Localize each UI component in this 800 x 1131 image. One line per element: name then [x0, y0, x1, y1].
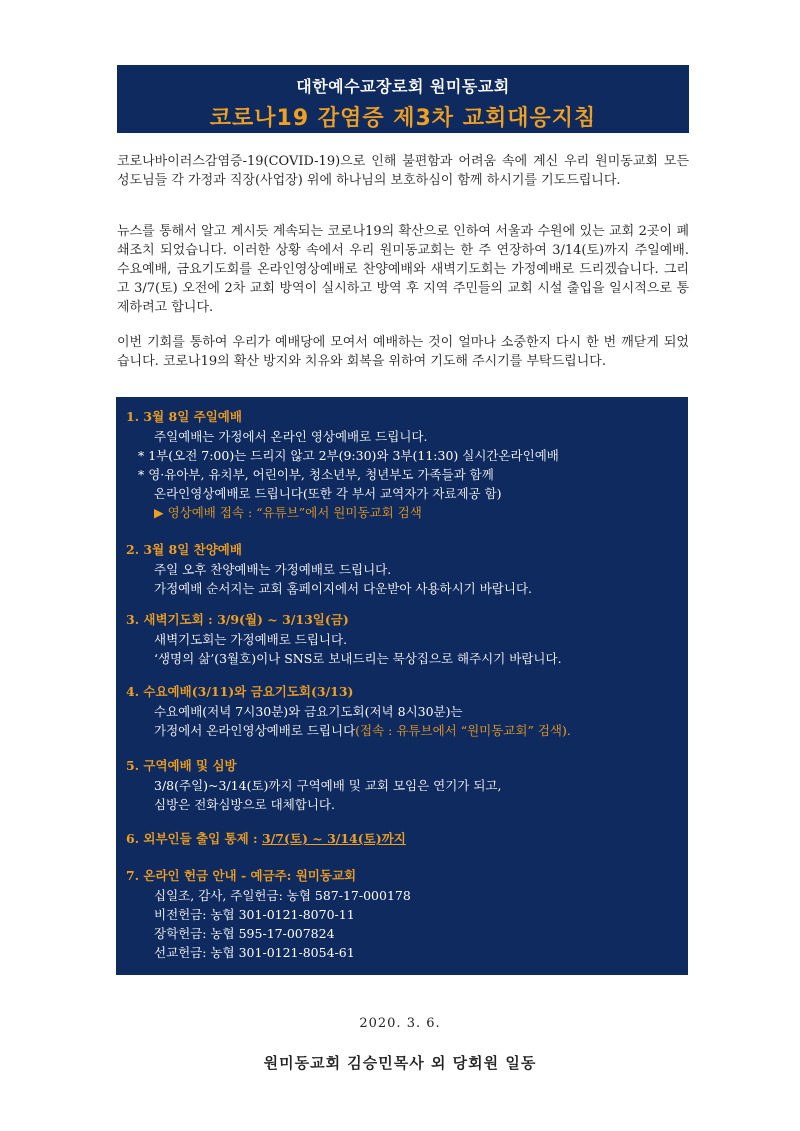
section-line: 가정예배 순서지는 교회 홈페이지에서 다운받아 사용하시기 바랍니다. — [154, 581, 532, 596]
section-heading — [126, 829, 681, 849]
section-heading: 5. 구역예배 및 심방 — [126, 758, 237, 773]
section-line: 새벽기도회는 가정예배로 드립니다. — [154, 632, 348, 647]
intro-text-2: 뉴스를 통해서 알고 계시듯 계속되는 코로나19의 확산으로 인하여 서울과 수원에 있는 교회 2곳이 폐쇄조치 되었습니다. 이러한 상황 속에서 우리 원미동교회는 한 주 연장하여 3/14(토)까지 주일예배. 수요예배, 금요기도회를 온라인영상예배로 찬양예배와 새벽기도회는 가정예배로 드리겠습니다. 그리고 3/7(토) 오전에 2차 교회 방역이 실시하고 방역 후 지역 주민들의 교회 시설 출입을 일시적으로 통제하려고 합니다. — [117, 224, 690, 315]
section-line: 온라인영상예배로 드립니다(또한 각 부서 교역자가 자료제공 함) — [154, 486, 502, 501]
control-period: 3/7(토) ~ 3/14(토)까지 — [262, 831, 406, 846]
section-line: 3/8(주일)~3/14(토)까지 구역예배 및 교회 모임은 연기가 되고, — [154, 778, 502, 793]
guideline-box — [116, 397, 688, 975]
section-heading: 7. 온라인 헌금 안내 - 예금주: 원미동교회 — [126, 868, 357, 883]
section-heading: 1. 3월 8일 주일예배 — [126, 409, 242, 424]
account-tithe: 십일조, 감사, 주일헌금: 농협 587-17-000178 — [154, 888, 411, 903]
section-line: * 1부(오전 7:00)는 드리지 않고 2부(9:30)와 3부(11:30) 실시간온라인예배 — [138, 448, 559, 463]
intro-text-1: 코로나바이러스감염증-19(COVID-19)으로 인해 불편함과 어려움 속에 계신 우리 원미동교회 모든 성도님들 각 가정과 직장(사업장) 위에 하나님의 보호하심이 함께 하시기를 기도드립니다. — [117, 154, 689, 188]
section-outsider-control — [126, 829, 681, 849]
section-cell-visit — [126, 756, 681, 814]
church-name: 대한예수교장로회 원미동교회 — [296, 77, 510, 96]
intro-paragraph-2 — [117, 222, 689, 317]
section-line: * 영·유아부, 유치부, 어린이부, 청소년부, 청년부도 가족들과 함께 — [138, 467, 494, 482]
section-online-offering — [126, 866, 681, 962]
intro-paragraph-3 — [117, 333, 689, 371]
section-line-text: 가정에서 온라인영상예배로 드립니다 — [154, 723, 356, 738]
section-dawn-prayer — [126, 610, 681, 668]
section-line: ‘생명의 삶’(3월호)이나 SNS로 보내드리는 묵상집으로 해주시기 바랍니다. — [154, 651, 562, 666]
section-line: 주일예배는 가정에서 온라인 영상예배로 드립니다. — [154, 429, 428, 444]
section-wednesday-friday — [126, 682, 681, 740]
section-heading: 3. 새벽기도회 : 3/9(월) ~ 3/13일(금) — [126, 612, 349, 627]
section-line — [126, 721, 681, 740]
section-heading: 4. 수요예배(3/11)와 금요기도회(3/13) — [126, 684, 354, 699]
youtube-link-text: (접속 : 유튜브에서 “원미동교회” 검색). — [355, 723, 571, 738]
section-sunday-worship — [126, 407, 681, 522]
section-line: 수요예배(저녁 7시30분)와 금요기도회(저녁 8시30분)는 — [154, 704, 463, 719]
signature: 원미동교회 김승민목사 외 당회원 일동 — [263, 1054, 537, 1072]
youtube-link-text: ▶ 영상예배 접속 : “유튜브”에서 원미동교회 검색 — [154, 505, 422, 520]
document-title: 코로나19 감염증 제3차 교회대응지침 — [209, 106, 597, 131]
section-line: 심방은 전화심방으로 대체합니다. — [154, 797, 335, 812]
intro-text-3: 이번 기회를 통하여 우리가 예배당에 모여서 예배하는 것이 얼마나 소중한지 다시 한 번 깨닫게 되었습니다. 코로나19의 확산 방지와 치유와 회복을 위하여 기도해 주시기를 부탁드립니다. — [117, 335, 689, 369]
section-praise-worship — [126, 540, 681, 598]
section-line: 주일 오후 찬양예배는 가정예배로 드립니다. — [154, 562, 392, 577]
section-line-youtube — [126, 503, 681, 522]
title-banner — [117, 65, 689, 133]
intro-paragraph-1 — [117, 152, 689, 190]
section-heading-label: 6. 외부인들 출입 통제 : — [126, 831, 263, 846]
section-heading: 2. 3월 8일 찬양예배 — [126, 542, 242, 557]
account-vision: 비전헌금: 농협 301-0121-8070-11 — [154, 907, 355, 922]
account-scholarship: 장학헌금: 농협 595-17-007824 — [154, 926, 335, 941]
account-mission: 선교헌금: 농협 301-0121-8054-61 — [154, 945, 355, 960]
issue-date: 2020. 3. 6. — [359, 1016, 441, 1031]
